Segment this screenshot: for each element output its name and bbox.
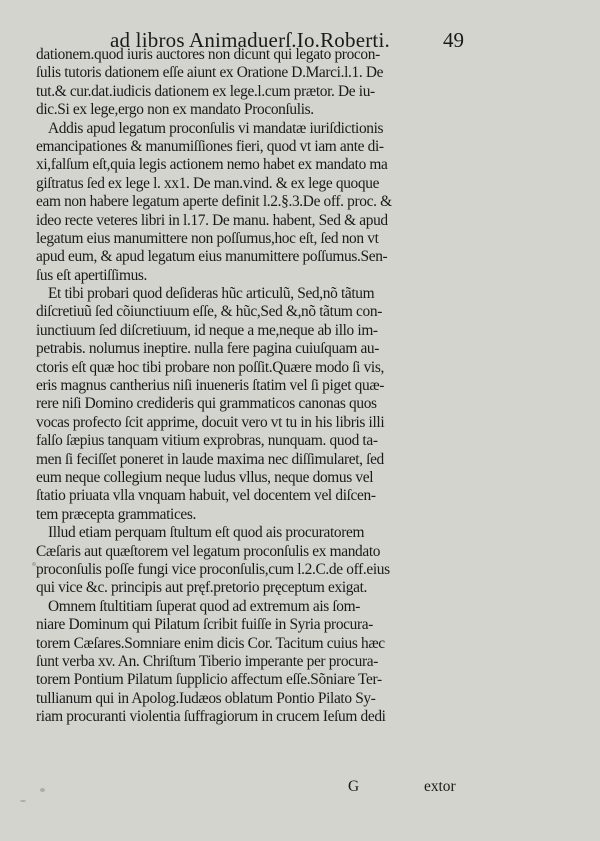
ink-blemish xyxy=(32,562,36,566)
text-line: falſo ſæpius tanquam vitium exprobras, nunquam. quod ta- xyxy=(36,432,378,450)
text-line: ſulis tutoris dationem eſſe aiunt ex Oratione D.Marci.l.1. De xyxy=(36,64,384,82)
text-line: vocas profecto ſcit apprime, docuit vero vt tu in his libris illi xyxy=(36,413,385,431)
ink-blemish xyxy=(20,800,26,802)
page-footer xyxy=(0,778,600,802)
text-line: riam procuranti violentia ſuffragiorum in crucem Ieſum dedi xyxy=(36,708,386,726)
text-line: emancipationes & manumiſſiones fieri, quod vt iam ante di- xyxy=(36,137,384,155)
text-line: iunctiuum ſed diſcretiuum, id neque a me,neque ab illo im- xyxy=(36,321,378,339)
text-line: eris magnus cantherius niſi inueneris ſtatim vel ſi piget quæ- xyxy=(36,377,385,395)
text-line: dationem.quod iuris auctores non dicunt qui legato procon- xyxy=(36,46,380,63)
text-line: eam non habere legatum aperte definit l.2.§.3.De off. proc. & xyxy=(36,193,392,211)
text-line: qui vice &c. principis aut pręf.pretorio pręceptum exigat. xyxy=(36,579,367,597)
text-line: giſtratus ſed ex lege l. xx1. De man.vind. & ex lege quoque xyxy=(36,174,380,192)
text-line: tullianum qui in Apolog.Iudæos oblatum Pontio Pilato Sy- xyxy=(36,689,376,707)
text-line: Addis apud legatum proconſulis vi mandatæ iuriſdictionis xyxy=(48,119,384,137)
text-line: torem Cæſares.Somniare enim dicis Cor. Tacitum cuius hæc xyxy=(36,634,385,652)
text-line: ſunt verba xv. An. Chriſtum Tiberio imperante per procura- xyxy=(36,652,379,670)
text-line: Et tibi probari quod deſideras hũc articulũ, Sed,nõ tãtum xyxy=(48,285,375,303)
text-line: tut.& cur.dat.iudicis dationem ex lege.l.cum prætor. De iu- xyxy=(36,82,375,100)
text-line: eum neque collegium neque ludus vllus, neque domus vel xyxy=(36,468,374,486)
text-line: Omnem ſtultitiam ſuperat quod ad extremum ais ſom- xyxy=(48,597,361,615)
text-line: rere niſi Domino credideris qui grammaticos canonas quos xyxy=(36,395,377,413)
ink-blemish xyxy=(40,788,45,792)
signature-mark: G xyxy=(348,778,360,795)
text-line: xi,falſum eſt,quia legis actionem nemo habet ex mandato ma xyxy=(36,156,388,174)
body-text xyxy=(36,46,488,726)
text-line: dic.Si ex lege,ergo non ex mandato Proconſulis. xyxy=(36,101,314,119)
text-line: Illud etiam perquam ſtultum eſt quod ais procuratorem xyxy=(48,524,365,542)
page-number: 49 xyxy=(443,28,464,52)
text-line: tem præcepta grammatices. xyxy=(36,505,197,523)
catchword: extor xyxy=(424,778,456,795)
text-line: men ſi feciſſet poneret in laude maxima nec diſſimularet, ſed xyxy=(36,450,384,468)
text-line: niare Dominum qui Pilatum ſcribit fuiſſe in Syria procura- xyxy=(36,616,374,634)
text-line: torem Pontium Pilatum ſupplicio affectum eſſe.Sõniare Ter- xyxy=(36,671,382,689)
text-line: apud eum, & apud legatum eius manumittere poſſumus.Sen- xyxy=(36,248,388,266)
running-head: ad libros Animaduerſ.Io.Roberti. xyxy=(110,28,390,52)
text-line: legatum eius manumittere non poſſumus,hoc eſt, ſed non vt xyxy=(36,229,379,247)
text-line: diſcretiuũ ſed cõiunctiuum eſſe, & hũc,Sed &,nõ tãtum con- xyxy=(36,303,382,321)
text-line: petrabis. nolumus ineptire. nulla fere pagina cuiuſquam au- xyxy=(36,340,380,358)
text-line: ſtatio priuata vlla vnquam habuit, vel docentem vel diſcen- xyxy=(36,487,376,505)
text-line: Cæſaris aut quæſtorem vel legatum proconſulis ex mandato xyxy=(36,542,381,560)
text-line: ſus eſt apertiſſimus. xyxy=(36,266,148,284)
text-line: proconſulis poſſe fungi vice proconſulis,cum l.2.C.de off.eius xyxy=(36,560,390,578)
text-line: ctoris eſt quæ hoc tibi probare non poſſit.Quære modo ſi vis, xyxy=(36,358,384,376)
text-line: ideo recte veteres libri in l.17. De manu. habent, Sed & apud xyxy=(36,211,388,229)
